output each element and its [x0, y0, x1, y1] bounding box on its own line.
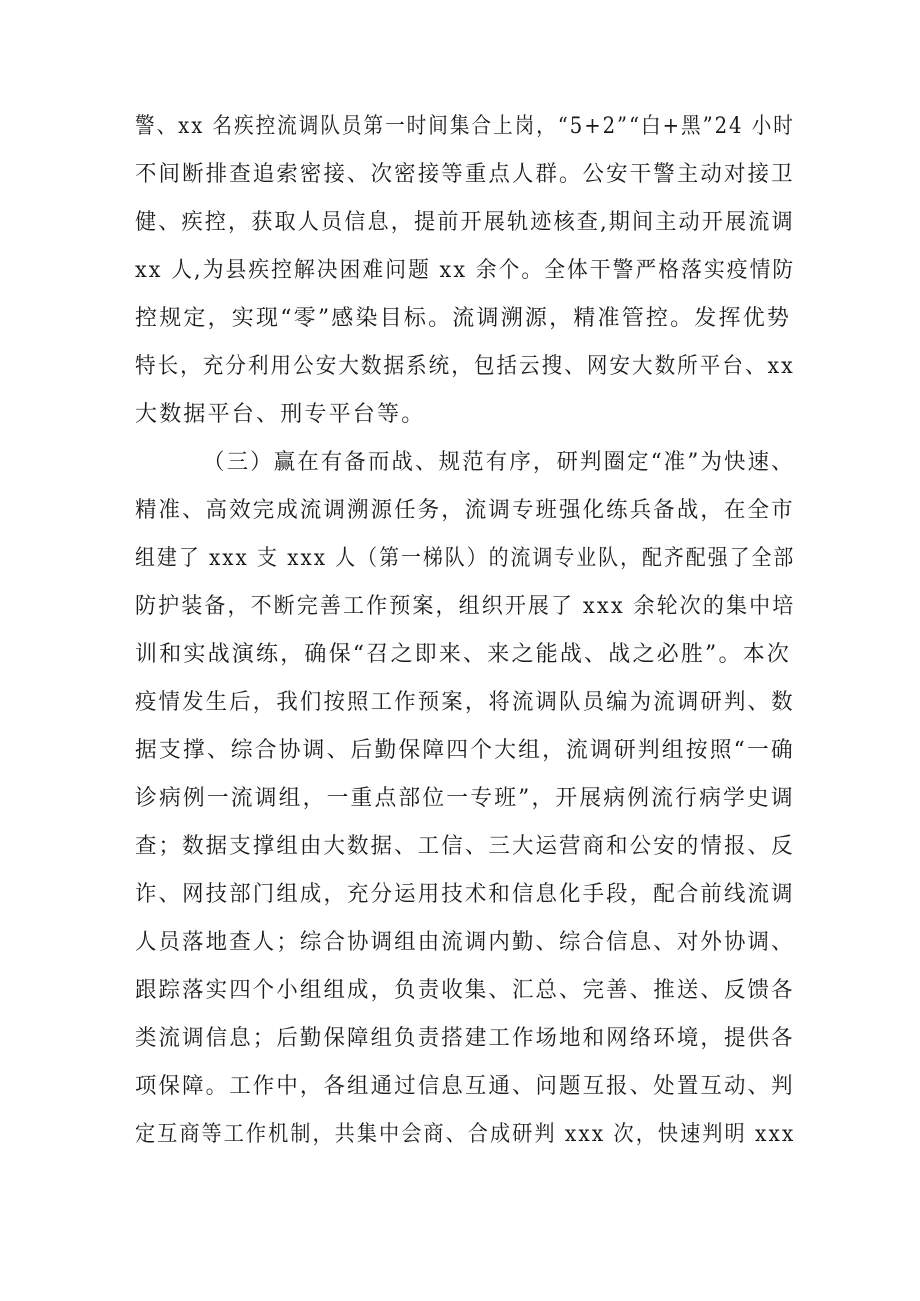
text-line-2: 不间断排查追索密接、次密接等重点人群。公安干警主动对接卫 [135, 162, 795, 187]
text-line-14: 据支撑、综合协调、后勤保障四个大组，流调研判组按照“一确 [135, 738, 795, 763]
text-line-18: 人员落地查人；综合协调组由流调内勤、综合信息、对外协调、 [135, 930, 795, 955]
text-line-13: 疫情发生后，我们按照工作预案，将流调队员编为流调研判、数 [135, 690, 795, 715]
text-line-22: 定互商等工作机制，共集中会商、合成研判 xxx 次，快速判明 xxx [135, 1122, 796, 1147]
text-line-9: 精准、高效完成流调溯源任务，流调专班强化练兵备战，在全市 [135, 498, 795, 523]
text-line-15: 诊病例一流调组，一重点部位一专班”，开展病例流行病学史调 [135, 786, 795, 811]
text-line-5: 控规定，实现“零”感染目标。流调溯源，精准管控。发挥优势 [135, 306, 792, 331]
text-line-6: 特长，充分利用公安大数据系统，包括云搜、网安大数所平台、xx [135, 354, 795, 379]
paragraph-heading-3: （三）赢在有备而战、规范有序，研判圈定“准”为快速、 [203, 450, 795, 475]
text-line-21: 项保障。工作中，各组通过信息互通、问题互报、处置互动、判 [135, 1074, 795, 1099]
text-line-12: 训和实战演练，确保“召之即来、来之能战、战之必胜”。本次 [135, 642, 792, 667]
text-line-19: 跟踪落实四个小组组成，负责收集、汇总、完善、推送、反馈各 [135, 978, 795, 1003]
text-line-16: 查；数据支撑组由大数据、工信、三大运营商和公安的情报、反 [135, 834, 795, 859]
text-line-17: 诈、网技部门组成，充分运用技术和信息化手段，配合前线流调 [135, 882, 795, 907]
text-line-11: 防护装备，不断完善工作预案，组织开展了 xxx 余轮次的集中培 [135, 594, 796, 619]
text-line-3: 健、疾控，获取人员信息，提前开展轨迹核查,期间主动开展流调 [135, 210, 795, 235]
text-line-10: 组建了 xxx 支 xxx 人（第一梯队）的流调专业队，配齐配强了全部 [135, 546, 796, 571]
text-line-20: 类流调信息；后勤保障组负责搭建工作场地和网络环境，提供各 [135, 1026, 795, 1051]
text-line-7: 大数据平台、刑专平台等。 [135, 402, 426, 427]
text-line-1: 警、xx 名疾控流调队员第一时间集合上岗，“5+2”“白+黑”24 小时 [135, 114, 795, 139]
text-line-4: xx 人,为县疾控解决困难问题 xx 余个。全体干警严格落实疫情防 [135, 258, 796, 283]
